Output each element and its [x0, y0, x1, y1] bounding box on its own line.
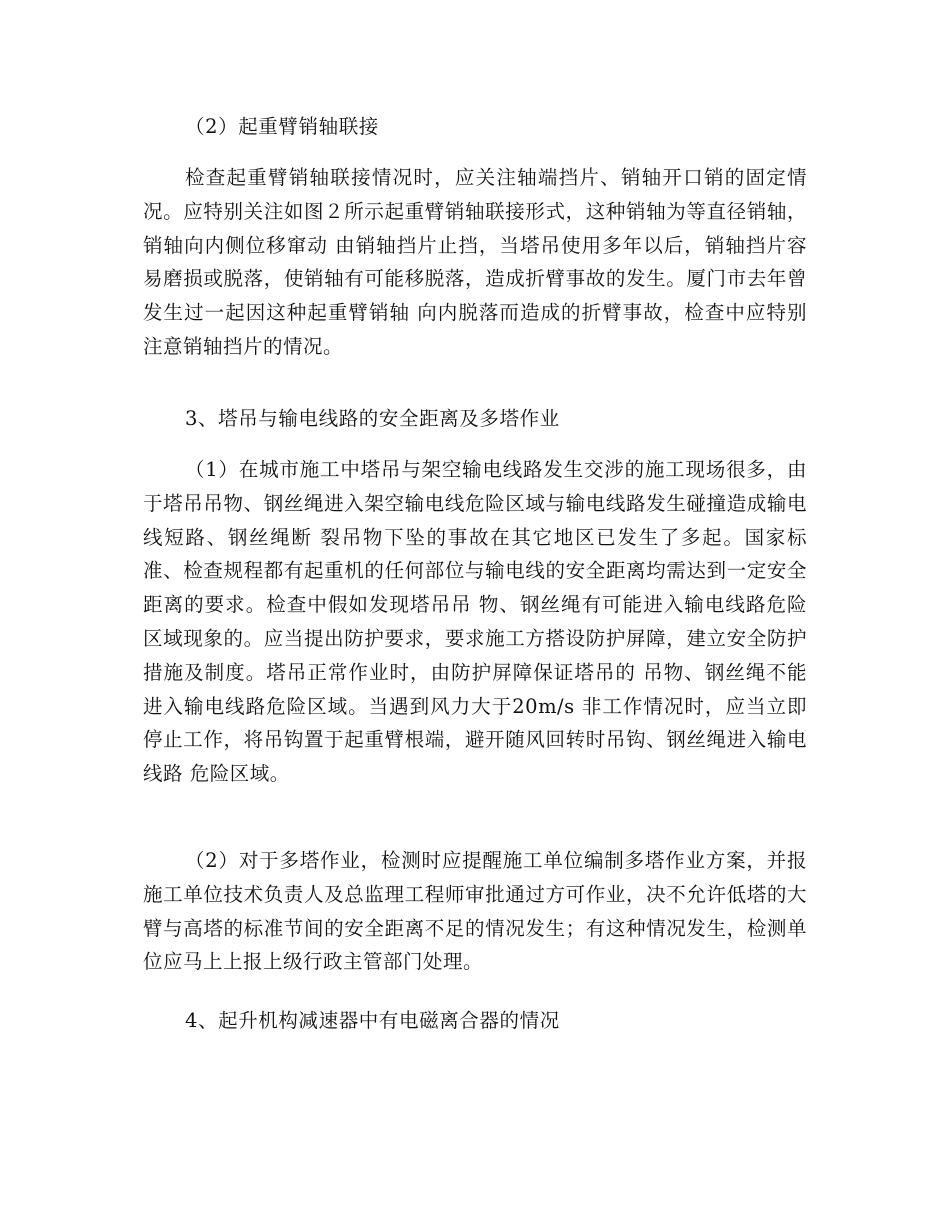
section-heading-power-line-distance: 3、塔吊与输电线路的安全距离及多塔作业	[185, 407, 560, 430]
section-heading-pin-connection: （2）起重臂销轴联接	[185, 115, 379, 138]
paragraph-power-line-safety: （1）在城市施工中塔吊与架空输电线路发生交涉的施工现场很多，由于塔吊吊物、钢丝绳进入架空输电线危险区域与输电线路发生碰撞造成输电线短路、钢丝绳断 裂吊物下坠的事故在其它地区已发生了多起。国家标准、检查规程都有起重机的任何部位与输电线的安全距离均需达到一定安全距离的要求。检查中假如发现塔吊吊 物、钢丝绳有可能进入输电线路危险区域现象的。应当提出防护要求，要求施工方搭设防护屏障，建立安全防护措施及制度。塔吊正常作业时，由防护屏障保证塔吊的 吊物、钢丝绳不能进入输电线路危险区域。当遇到风力大于20m/s 非工作情况时，应当立即停止工作，将吊钩置于起重臂根端，避开随风回转时吊钩、钢丝绳进入输电线路 危险区域。	[143, 458, 807, 786]
paragraph-multi-tower-operation: （2）对于多塔作业，检测时应提醒施工单位编制多塔作业方案，并报施工单位技术负责人及总监理工程师审批通过方可作业，决不允许低塔的大臂与高塔的标准节间的安全距离不足的情况发生；有这种情况发生，检测单位应马上上报上级行政主管部门处理。	[143, 849, 807, 974]
paragraph-pin-connection-check: 检查起重臂销轴联接情况时，应关注轴端挡片、销轴开口销的固定情况。应特别关注如图２所示起重臂销轴联接形式，这种销轴为等直径销轴，销轴向内侧位移窜动 由销轴挡片止挡，当塔吊使用多年以后，销轴挡片容易磨损或脱落，使销轴有可能移脱落，造成折臂事故的发生。厦门市去年曾发生过一起因这种起重臂销轴 向内脱落而造成的折臂事故，检查中应特别注意销轴挡片的情况。	[143, 166, 807, 358]
section-heading-electromagnetic-clutch: 4、起升机构减速器中有电磁离合器的情况	[185, 1009, 560, 1032]
